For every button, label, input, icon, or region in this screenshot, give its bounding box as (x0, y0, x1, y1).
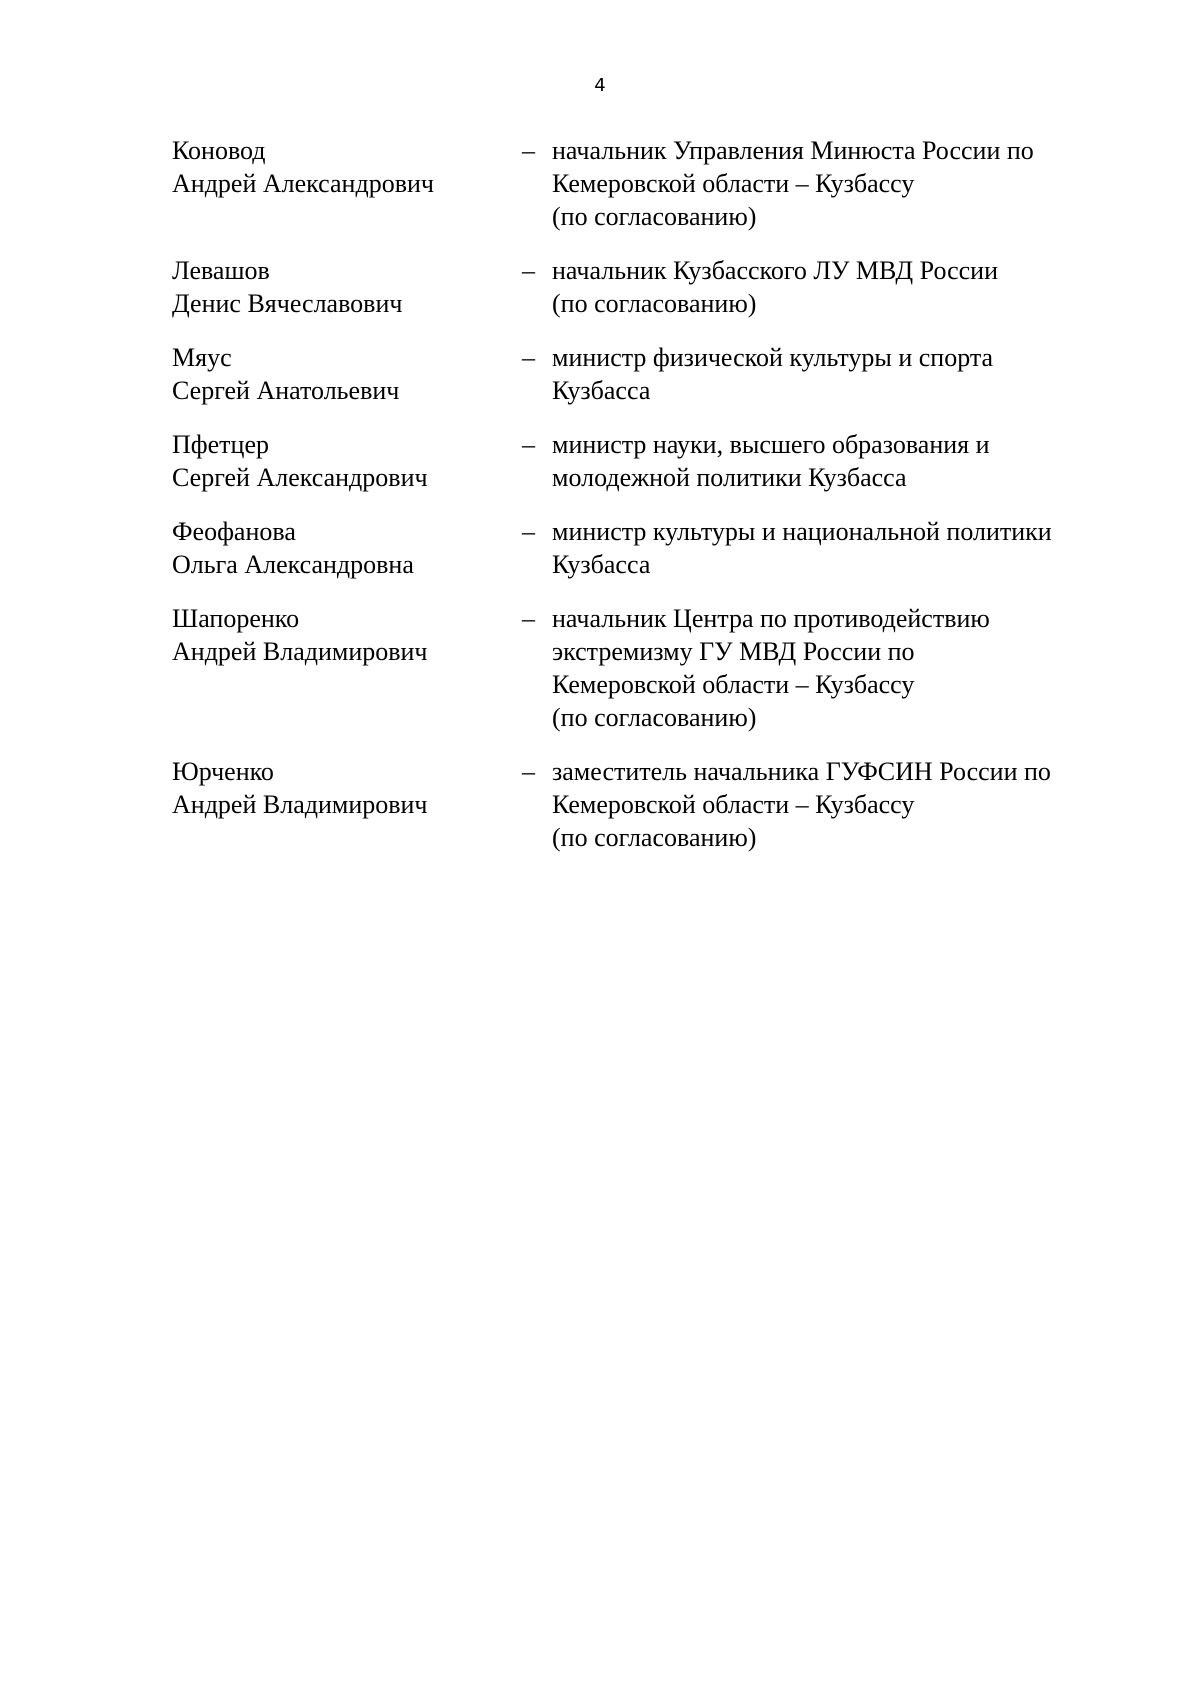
surname: Шапоренко (172, 604, 300, 633)
roster-entry (172, 755, 1132, 854)
surname: Пфетцер (172, 430, 269, 459)
roster-entry (172, 602, 1132, 734)
separator-dash: – (522, 430, 535, 459)
position-line: начальник Кузбасского ЛУ МВД России (552, 256, 998, 285)
separator-dash: – (522, 604, 535, 633)
position-line: Кузбасса (552, 550, 651, 579)
surname: Левашов (172, 256, 270, 285)
roster-entry (172, 341, 1132, 407)
position-line: (по согласованию) (552, 289, 757, 318)
roster-entry (172, 134, 1132, 233)
position-line: Кемеровской области – Кузбассу (552, 670, 915, 699)
page-number: 4 (594, 75, 606, 96)
member-roster (172, 134, 1132, 875)
separator-dash: – (522, 256, 535, 285)
roster-entry (172, 428, 1132, 494)
separator-dash: – (522, 136, 535, 165)
person-name (172, 602, 522, 734)
surname: Мяус (172, 343, 232, 372)
given-names: Андрей Владимирович (172, 637, 428, 666)
given-names: Андрей Владимирович (172, 790, 428, 819)
position-title (552, 602, 1132, 734)
position-line: (по согласованию) (552, 202, 757, 231)
surname: Феофанова (172, 517, 296, 546)
person-name (172, 755, 522, 854)
given-names: Андрей Александрович (172, 169, 434, 198)
position-title (552, 134, 1132, 233)
position-line: начальник Центра по противодействию (552, 604, 990, 633)
person-name (172, 254, 522, 320)
position-line: Кузбасса (552, 376, 651, 405)
person-name (172, 134, 522, 233)
position-line: экстремизму ГУ МВД России по (552, 637, 915, 666)
roster-entry (172, 515, 1132, 581)
position-title (552, 341, 1132, 407)
given-names: Денис Вячеславович (172, 289, 403, 318)
surname: Коновод (172, 136, 266, 165)
position-line: Кемеровской области – Кузбассу (552, 169, 915, 198)
position-title (552, 515, 1132, 581)
separator-dash: – (522, 517, 535, 546)
separator-dash: – (522, 343, 535, 372)
person-name (172, 428, 522, 494)
position-line: министр культуры и национальной политики (552, 517, 1052, 546)
position-line: министр физической культуры и спорта (552, 343, 994, 372)
position-line: (по согласованию) (552, 823, 757, 852)
given-names: Ольга Александровна (172, 550, 414, 579)
position-line: молодежной политики Кузбасса (552, 463, 907, 492)
position-title (552, 755, 1132, 854)
roster-entry (172, 254, 1132, 320)
surname: Юрченко (172, 757, 274, 786)
person-name (172, 341, 522, 407)
position-line: заместитель начальника ГУФСИН России по (552, 757, 1051, 786)
given-names: Сергей Александрович (172, 463, 428, 492)
position-title (552, 254, 1132, 320)
person-name (172, 515, 522, 581)
position-line: Кемеровской области – Кузбассу (552, 790, 915, 819)
separator-dash: – (522, 757, 535, 786)
position-line: министр науки, высшего образования и (552, 430, 990, 459)
position-line: (по согласованию) (552, 703, 757, 732)
position-title (552, 428, 1132, 494)
position-line: начальник Управления Минюста России по (552, 136, 1034, 165)
given-names: Сергей Анатольевич (172, 376, 400, 405)
